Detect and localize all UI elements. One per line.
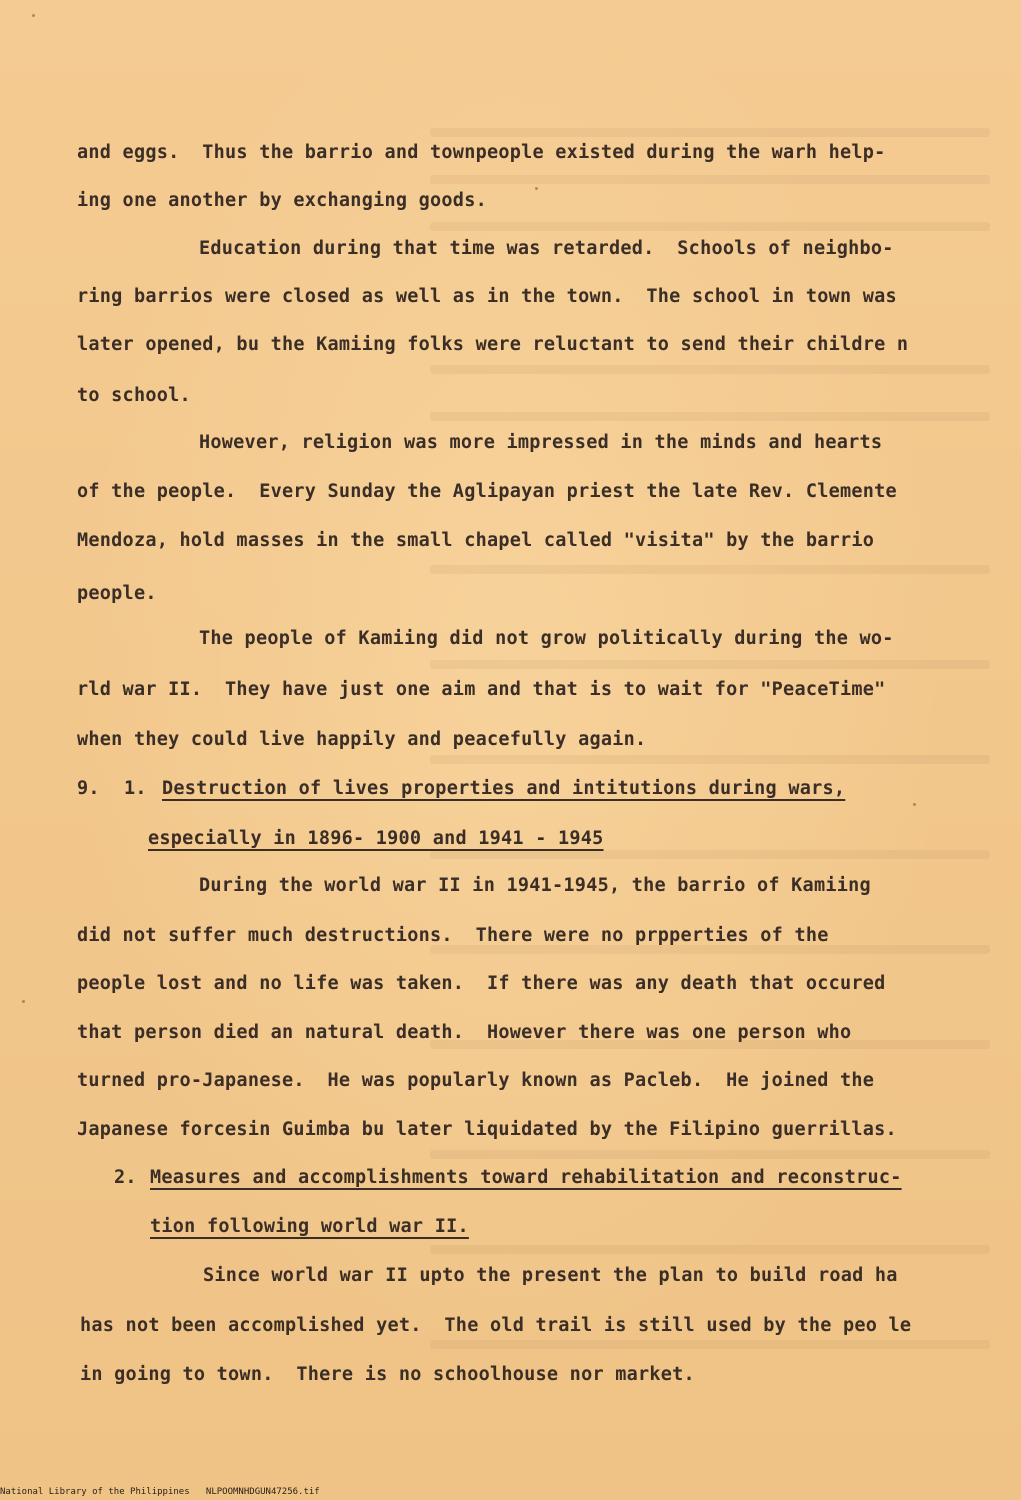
bleed-through <box>430 565 990 574</box>
text-line: turned pro-Japanese. He was popularly known as Pacleb. He joined the <box>77 1070 875 1091</box>
text-line: rld war II. They have just one aim and that is to wait for "PeaceTime" <box>77 679 886 700</box>
section-heading: tion following world war II. <box>150 1216 469 1237</box>
text-line: in going to town. There is no schoolhouse nor market. <box>80 1364 695 1385</box>
section-heading: Destruction of lives properties and intitutions during wars, <box>162 778 846 799</box>
text-line: did not suffer much destructions. There were no prpperties of the <box>77 925 829 946</box>
section-heading: Measures and accomplishments toward rehabilitation and reconstruc- <box>150 1167 902 1188</box>
text-line: ring barrios were closed as well as in the town. The school in town was <box>77 286 897 307</box>
bleed-through <box>430 1245 990 1254</box>
footer-library: National Library of the Philippines <box>0 1487 190 1497</box>
text-line: Since world war II upto the present the plan to build road ha <box>203 1265 898 1286</box>
speck <box>913 803 916 806</box>
item-number: 2. <box>114 1167 137 1188</box>
bleed-through <box>430 1340 990 1349</box>
text-line: During the world war II in 1941-1945, the barrio of Kamiing <box>199 875 871 896</box>
text-line: people lost and no life was taken. If there was any death that occured <box>77 973 886 994</box>
text-line: Japanese forcesin Guimba bu later liquidated by the Filipino guerrillas. <box>77 1119 897 1140</box>
bleed-through <box>430 1150 990 1159</box>
scan-footer <box>0 1487 320 1498</box>
section-heading: especially in 1896- 1900 and 1941 - 1945 <box>148 828 604 849</box>
text-line: The people of Kamiing did not grow politically during the wo- <box>199 628 894 649</box>
text-line: has not been accomplished yet. The old trail is still used by the peo le <box>80 1315 912 1336</box>
item-number: 1. <box>124 778 147 799</box>
bleed-through <box>430 222 990 231</box>
text-line: However, religion was more impressed in the minds and hearts <box>199 432 883 453</box>
text-line: to school. <box>77 385 191 406</box>
text-line: and eggs. Thus the barrio and townpeople existed during the warh help- <box>77 142 886 163</box>
speck <box>22 1000 25 1003</box>
text-line: Mendoza, hold masses in the small chapel called "visita" by the barrio <box>77 530 875 551</box>
bleed-through <box>430 850 990 859</box>
text-line: ing one another by exchanging goods. <box>77 190 487 211</box>
bleed-through <box>430 660 990 669</box>
bleed-through <box>430 755 990 764</box>
text-line: that person died an natural death. However there was one person who <box>77 1022 852 1043</box>
text-line: when they could live happily and peacefully again. <box>77 729 647 750</box>
bleed-through <box>430 175 990 184</box>
text-line: Education during that time was retarded. Schools of neighbo- <box>199 238 894 259</box>
bleed-through <box>430 412 990 421</box>
text-line: later opened, bu the Kamiing folks were reluctant to send their childre n <box>77 334 909 355</box>
speck <box>535 187 538 190</box>
bleed-through <box>430 128 990 137</box>
footer-filename: NLPOOMNHDGUN47256.tif <box>205 1487 320 1497</box>
section-number: 9. <box>77 778 100 799</box>
text-line: people. <box>77 583 157 604</box>
bleed-through <box>430 365 990 374</box>
speck <box>32 14 35 17</box>
text-line: of the people. Every Sunday the Aglipayan priest the late Rev. Clemente <box>77 481 897 502</box>
